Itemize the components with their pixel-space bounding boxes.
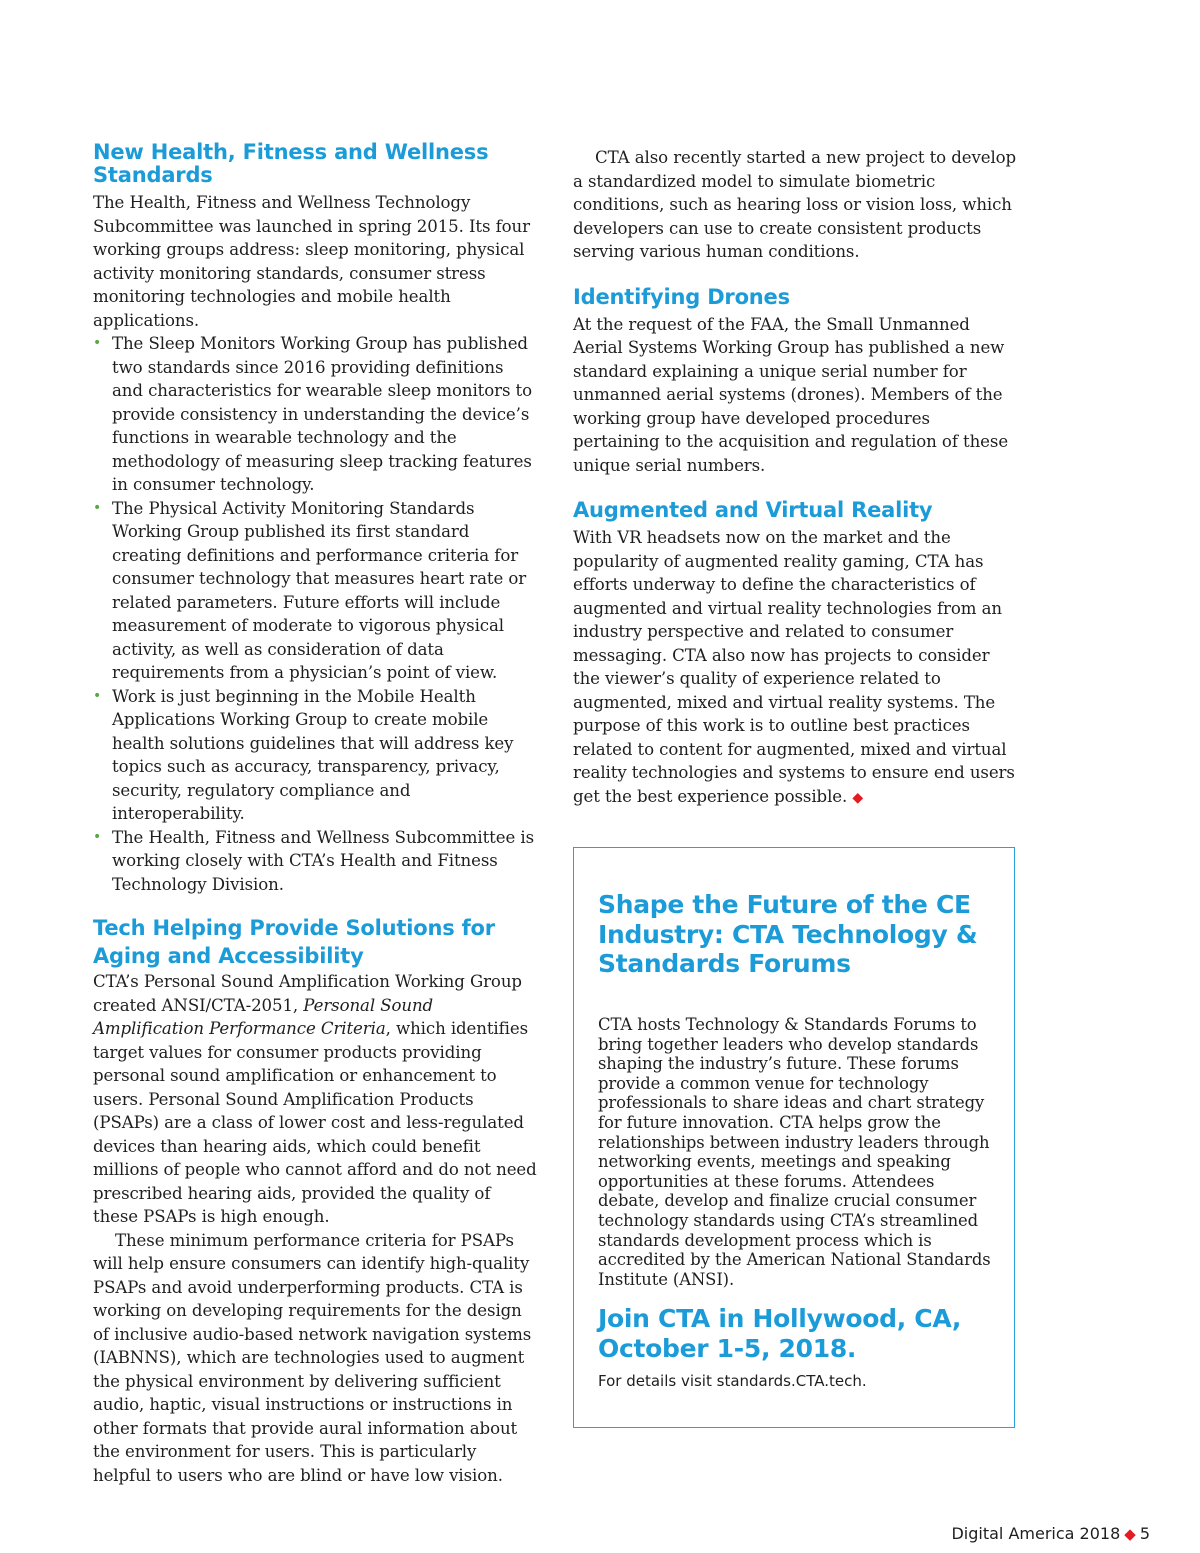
page-footer bbox=[951, 1524, 1150, 1543]
list-item-text: The Sleep Monitors Working Group has published two standards since 2016 providing definitions and characteristics for wearable sleep monitors to provide consistency in understanding the device’s functions in wearable technology and the methodology of measuring sleep tracking features in consumer technology. bbox=[112, 334, 532, 494]
ar-vr-text: With VR headsets now on the market and the popularity of augmented reality gaming, CTA has efforts underway to define the characteristics of augmented and virtual reality technologies from an industry perspective and related to consumer messaging. CTA also now has projects to consider the viewer’s quality of experience related to augmented, mixed and virtual reality systems. The purpose of this work is to outline best practices related to content for augmented, mixed and virtual reality technologies and systems to ensure end users get the best experience possible. bbox=[573, 528, 1015, 806]
paragraph-health-intro: The Health, Fitness and Wellness Technology Subcommittee was launched in spring 2015. Its four working groups address: sleep monitoring, physical activity monitoring standards, consumer stress monitoring technologies and mobile health applications. bbox=[93, 193, 530, 330]
section-ar-vr bbox=[573, 499, 1019, 810]
bullet-icon: • bbox=[93, 687, 102, 704]
heading-drones: Identifying Drones bbox=[573, 284, 790, 309]
list-item bbox=[93, 826, 539, 897]
section-drones bbox=[573, 286, 1019, 478]
list-item-text: The Physical Activity Monitoring Standards Working Group published its first standard creating definitions and performance criteria for consumer technology that measures heart rate or related parameters. Future efforts will include measurement of moderate to vigorous physical activity, as well as consideration of data requirements from a physician’s point of view. bbox=[112, 498, 527, 682]
paragraph-iabnns: These minimum performance criteria for PSAPs will help ensure consumers can identify high-quality PSAPs and avoid underperforming products. CTA is working on developing requirements for the design of inclusive audio-based network navigation systems (IABNNS), which are technologies used to augment the physical environment by delivering sufficient audio, haptic, visual instructions or instructions in other formats that provide aural information about the environment for users. This is particularly helpful to users who are blind or have low vision. bbox=[93, 1230, 532, 1485]
left-column bbox=[93, 141, 539, 1487]
psap-standard-title: Personal Sound Amplification Performance Criteria bbox=[93, 995, 434, 1038]
bullet-icon: • bbox=[93, 335, 102, 351]
list-item bbox=[93, 497, 539, 685]
paragraph-ar-vr bbox=[573, 526, 1019, 810]
psap-text-end: , which identifies target values for consumer products providing personal sound amplification or enhancement to users. Personal Sound Amplification Products (PSAPs) are a class of lower cost and less-regulated devices than hearing aids, which could benefit millions of people who cannot afford and do not need prescribed hearing aids, provided the quality of these PSAPs is high enough. bbox=[93, 1019, 537, 1226]
list-item bbox=[93, 685, 539, 826]
heading-health-standards: New Health, Fitness and Wellness Standards bbox=[93, 140, 489, 187]
section-aging-accessibility bbox=[93, 914, 539, 1487]
bullet-icon: • bbox=[93, 499, 102, 516]
end-diamond-icon: ◆ bbox=[852, 789, 864, 806]
health-bullet-list bbox=[93, 332, 539, 896]
paragraph-biometric: CTA also recently started a new project to develop a standardized model to simulate biometric conditions, such as hearing loss or vision loss, which developers can use to create consistent products serving various human conditions. bbox=[573, 148, 1017, 261]
heading-ar-vr: Augmented and Virtual Reality bbox=[573, 498, 933, 522]
forums-callout-box bbox=[573, 847, 1015, 1428]
callout-join-heading: Join CTA in Hollywood, CA, October 1-5, 2018. bbox=[598, 1304, 962, 1363]
right-column bbox=[573, 146, 1019, 810]
list-item-text: Work is just beginning in the Mobile Health Applications Working Group to create mobile health solutions guidelines that will address key topics such as accuracy, transparency, privacy, security, regulatory compliance and interoperability. bbox=[112, 686, 514, 823]
callout-title: Shape the Future of the CE Industry: CTA Technology & Standards Forums bbox=[598, 890, 978, 978]
page-number: 5 bbox=[1139, 1524, 1150, 1543]
section-health-standards bbox=[93, 141, 539, 896]
paragraph-psap bbox=[93, 970, 539, 1229]
diamond-icon: ◆ bbox=[1124, 1524, 1136, 1543]
bullet-icon: • bbox=[93, 828, 102, 845]
publication-name: Digital America 2018 bbox=[951, 1524, 1121, 1543]
callout-body: CTA hosts Technology & Standards Forums to bring together leaders who develop standards shaping the industry’s future. These forums provide a common venue for technology professionals to share ideas and chart strategy for future innovation. CTA helps grow the relationships between industry leaders through networking events, meetings and speaking opportunities at these forums. Attendees debate, develop and finalize crucial consumer technology standards using CTA’s streamlined standards development process which is accredited by the American National Standards Institute (ANSI). bbox=[598, 1015, 991, 1289]
callout-details-link[interactable]: For details visit standards.CTA.tech. bbox=[598, 1372, 867, 1390]
list-item bbox=[93, 332, 539, 497]
list-item-text: The Health, Fitness and Wellness Subcommittee is working closely with CTA’s Health and Fitness Technology Division. bbox=[112, 827, 534, 894]
psap-text-start: CTA’s Personal Sound Amplification Working Group created ANSI/CTA-2051, bbox=[93, 972, 522, 1015]
heading-aging-accessibility: Tech Helping Provide Solutions for Aging and Accessibility bbox=[93, 916, 495, 968]
paragraph-drones: At the request of the FAA, the Small Unmanned Aerial Systems Working Group has published a new standard explaining a unique serial number for unmanned aerial systems (drones). Members of the working group have developed procedures pertaining to the acquisition and regulation of these unique serial numbers. bbox=[573, 314, 1009, 475]
